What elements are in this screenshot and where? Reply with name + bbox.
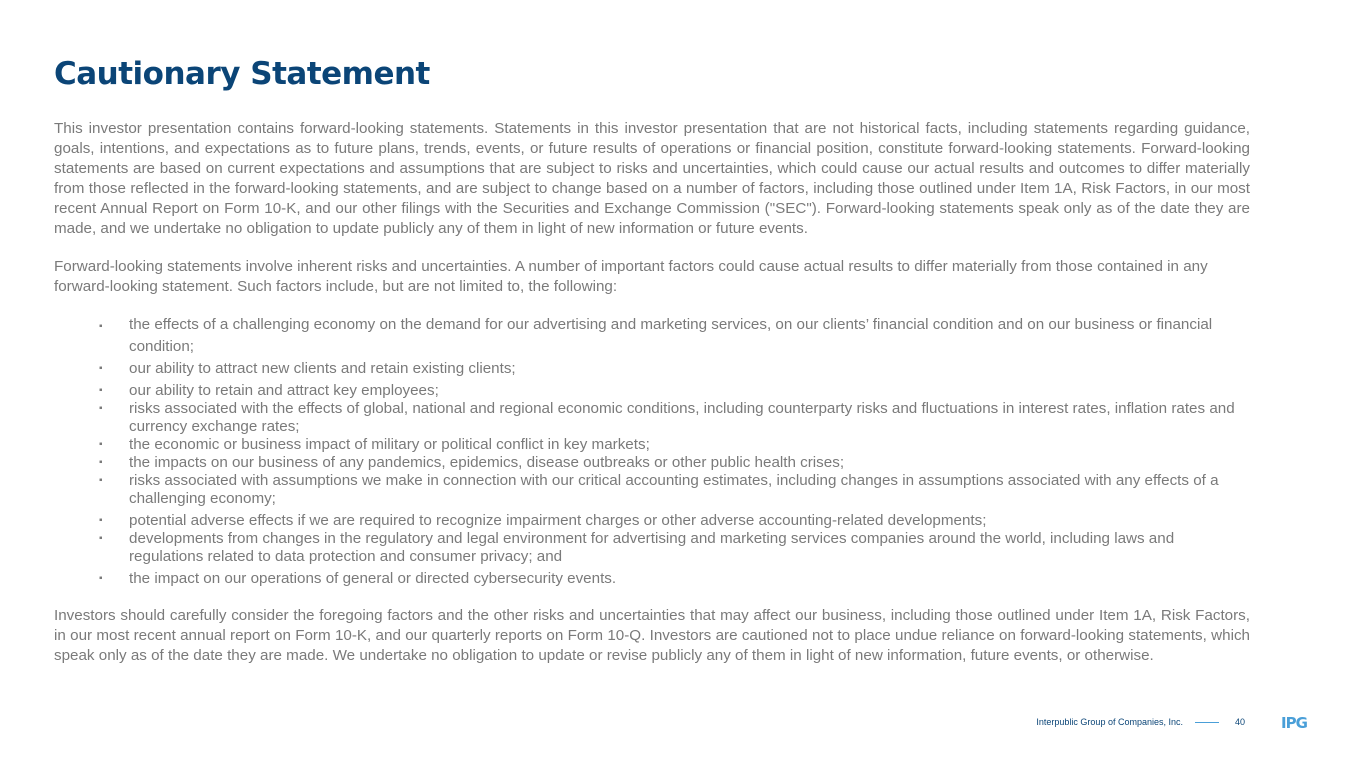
- list-item: [54, 382, 1250, 400]
- list-item-text: the effects of a challenging economy on the demand for our advertising and marketing services, on our clients’ financial condition and on our business or financial condition;: [129, 316, 1213, 355]
- bullet-icon: ▪: [99, 515, 103, 526]
- bullet-icon: ▪: [99, 439, 103, 450]
- bullet-icon: ▪: [99, 403, 103, 414]
- list-item-text: our ability to attract new clients and retain existing clients;: [129, 360, 516, 377]
- ipg-logo-icon: [1281, 714, 1313, 730]
- list-item: [54, 436, 1250, 454]
- closing-paragraph: Investors should carefully consider the foregoing factors and the other risks and uncertainties that may affect our business, including those outlined under Item 1A, Risk Factors, in our most recent annual report on Form 10-K, and our quarterly reports on Form 10-Q. Investors are cautioned not to place undue reliance on forward-looking statements, which speak only as of the date they are made. We undertake no obligation to update or revise publicly any of them in light of new information, future events, or otherwise.: [54, 607, 1250, 664]
- list-item: [54, 400, 1250, 436]
- list-item-text: the economic or business impact of military or political conflict in key markets;: [129, 436, 650, 453]
- list-item: [54, 454, 1250, 472]
- factors-intro-paragraph: Forward-looking statements involve inherent risks and uncertainties. A number of important factors could cause actual results to differ materially from those contained in any forward-looking statement. Such factors include, but are not limited to, the following:: [54, 258, 1208, 295]
- list-item: [54, 360, 1250, 378]
- bullet-icon: ▪: [99, 363, 103, 374]
- list-item-text: potential adverse effects if we are required to recognize impairment charges or other adverse accounting-related developments;: [129, 512, 987, 529]
- risk-factors-list: [54, 314, 1250, 588]
- list-item: [54, 530, 1250, 566]
- bullet-icon: ▪: [99, 385, 103, 396]
- footer-divider: [1195, 722, 1219, 723]
- logo-text: IPG: [1281, 714, 1307, 730]
- list-item-text: developments from changes in the regulatory and legal environment for advertising and marketing services companies around the world, including laws and regulations related to data protection and consumer privacy; and: [129, 530, 1175, 565]
- page-number: 40: [1234, 717, 1245, 727]
- list-item-text: the impact on our operations of general or directed cybersecurity events.: [129, 570, 617, 587]
- page-title: Cautionary Statement: [54, 56, 430, 92]
- bullet-icon: ▪: [99, 533, 103, 544]
- list-item: [54, 570, 1250, 588]
- list-item: [54, 314, 1250, 358]
- list-item-text: the impacts on our business of any pandemics, epidemics, disease outbreaks or other public health crises;: [129, 454, 845, 471]
- bullet-icon: ▪: [99, 457, 103, 468]
- content: [54, 119, 1250, 666]
- bullet-icon: ▪: [99, 573, 103, 584]
- footer-company-name: Interpublic Group of Companies, Inc.: [1036, 717, 1183, 727]
- intro-paragraph: This investor presentation contains forward-looking statements. Statements in this investor presentation that are not historical facts, including statements regarding guidance, goals, intentions, and expectations as to future plans, trends, events, or future results of operations or financial position, constitute forward-looking statements. Forward-looking statements are based on current expectations and assumptions that are subject to risks and uncertainties, which could cause our actual results and outcomes to differ materially from those reflected in the forward-looking statements, and are subject to change based on a number of factors, including those outlined under Item 1A, Risk Factors, in our most recent Annual Report on Form 10-K, and our other filings with the Securities and Exchange Commission ("SEC"). Forward-looking statements speak only as of the date they are made, and we undertake no obligation to update publicly any of them in light of new information or future events.: [54, 120, 1250, 237]
- bullet-icon: ▪: [99, 321, 103, 332]
- footer: [1036, 714, 1313, 730]
- list-item-text: risks associated with assumptions we make in connection with our critical accounting estimates, including changes in assumptions associated with any effects of a challenging economy;: [129, 472, 1219, 507]
- list-item-text: risks associated with the effects of global, national and regional economic conditions, including counterparty risks and fluctuations in interest rates, inflation rates and currency exchange rates;: [129, 400, 1235, 435]
- ipg-logo: [1281, 714, 1313, 730]
- list-item: [54, 472, 1250, 508]
- list-item-text: our ability to retain and attract key employees;: [129, 382, 439, 399]
- list-item: [54, 512, 1250, 530]
- bullet-icon: ▪: [99, 475, 103, 486]
